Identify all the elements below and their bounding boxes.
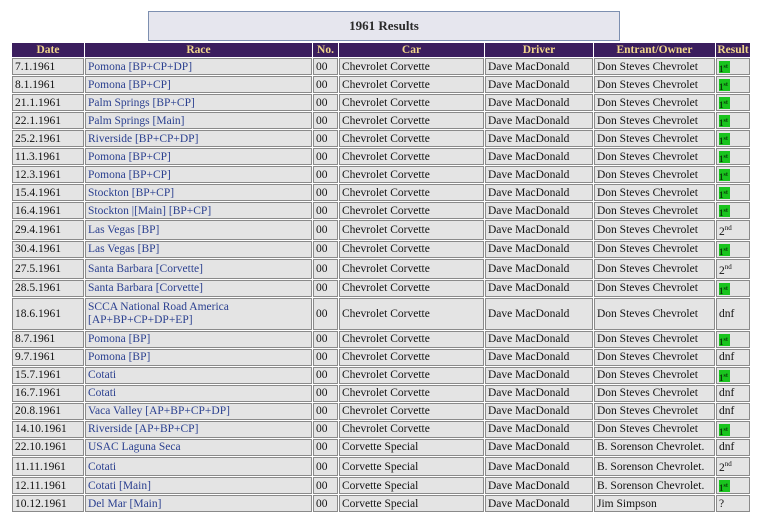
race-link[interactable]: Pomona [BP+CP+DP] (85, 58, 312, 75)
number-cell: 00 (313, 421, 338, 438)
car-cell: Chevrolet Corvette (339, 367, 484, 384)
date-cell: 12.3.1961 (12, 166, 84, 183)
race-link[interactable]: USAC Laguna Seca (85, 439, 312, 456)
date-cell: 11.11.1961 (12, 457, 84, 477)
number-cell: 00 (313, 130, 338, 147)
table-row (12, 298, 750, 330)
driver-cell: Dave MacDonald (485, 477, 593, 494)
driver-cell: Dave MacDonald (485, 220, 593, 240)
result-cell (716, 112, 750, 129)
table-row (12, 367, 750, 384)
table-row (12, 76, 750, 93)
car-cell: Chevrolet Corvette (339, 202, 484, 219)
entrant-cell: B. Sorenson Chevrolet. (594, 439, 715, 456)
car-cell: Chevrolet Corvette (339, 259, 484, 279)
results-table (11, 42, 751, 513)
race-link[interactable]: Pomona [BP+CP] (85, 166, 312, 183)
date-cell: 16.7.1961 (12, 385, 84, 402)
race-link[interactable]: Santa Barbara [Corvette] (85, 259, 312, 279)
driver-cell: Dave MacDonald (485, 241, 593, 258)
driver-cell: Dave MacDonald (485, 76, 593, 93)
number-cell: 00 (313, 495, 338, 512)
entrant-cell: Don Steves Chevrolet (594, 331, 715, 348)
result-cell (716, 241, 750, 258)
date-cell: 14.10.1961 (12, 421, 84, 438)
column-header-race: Race (85, 43, 312, 57)
car-cell: Chevrolet Corvette (339, 280, 484, 297)
entrant-cell: Jim Simpson (594, 495, 715, 512)
column-header-date: Date (12, 43, 84, 57)
driver-cell: Dave MacDonald (485, 439, 593, 456)
race-link[interactable]: Riverside [BP+CP+DP] (85, 130, 312, 147)
result-cell (716, 298, 750, 330)
date-cell: 11.3.1961 (12, 148, 84, 165)
number-cell: 00 (313, 148, 338, 165)
entrant-cell: Don Steves Chevrolet (594, 349, 715, 366)
table-row (12, 166, 750, 183)
number-cell: 00 (313, 403, 338, 420)
driver-cell: Dave MacDonald (485, 280, 593, 297)
first-place-badge-icon: 1st (719, 115, 730, 127)
result-text: ? (719, 497, 725, 510)
table-row (12, 259, 750, 279)
result-cell (716, 166, 750, 183)
result-text: 2nd (719, 460, 732, 475)
first-place-badge-icon: 1st (719, 61, 730, 73)
race-link[interactable]: SCCA National Road America [AP+BP+CP+DP+EP] (85, 298, 312, 330)
first-place-badge-icon: 1st (719, 424, 730, 436)
driver-cell: Dave MacDonald (485, 457, 593, 477)
result-cell (716, 457, 750, 477)
entrant-cell: B. Sorenson Chevrolet. (594, 477, 715, 494)
first-place-badge-icon: 1st (719, 187, 730, 199)
result-cell (716, 421, 750, 438)
entrant-cell: Don Steves Chevrolet (594, 184, 715, 201)
car-cell: Chevrolet Corvette (339, 58, 484, 75)
result-cell (716, 367, 750, 384)
car-cell: Chevrolet Corvette (339, 148, 484, 165)
first-place-badge-icon: 1st (719, 151, 730, 163)
table-row (12, 112, 750, 129)
entrant-cell: Don Steves Chevrolet (594, 94, 715, 111)
table-row (12, 241, 750, 258)
entrant-cell: Don Steves Chevrolet (594, 385, 715, 402)
date-cell: 15.7.1961 (12, 367, 84, 384)
car-cell: Chevrolet Corvette (339, 184, 484, 201)
race-link[interactable]: Las Vegas [BP] (85, 241, 312, 258)
date-cell: 20.8.1961 (12, 403, 84, 420)
column-header-result: Result (717, 44, 749, 56)
date-cell: 27.5.1961 (12, 259, 84, 279)
date-cell: 29.4.1961 (12, 220, 84, 240)
table-row (12, 421, 750, 438)
driver-cell: Dave MacDonald (485, 112, 593, 129)
result-text: dnf (719, 441, 735, 454)
first-place-badge-icon: 1st (719, 283, 730, 295)
driver-cell: Dave MacDonald (485, 58, 593, 75)
entrant-cell: Don Steves Chevrolet (594, 202, 715, 219)
result-cell (716, 220, 750, 240)
table-row (12, 349, 750, 366)
result-cell (716, 477, 750, 494)
result-text: dnf (719, 405, 735, 418)
car-cell: Chevrolet Corvette (339, 112, 484, 129)
car-cell: Chevrolet Corvette (339, 76, 484, 93)
entrant-cell: Don Steves Chevrolet (594, 76, 715, 93)
table-row (12, 495, 750, 512)
driver-cell: Dave MacDonald (485, 148, 593, 165)
header-row (12, 43, 750, 57)
race-link[interactable]: Pomona [BP] (85, 349, 312, 366)
race-link[interactable]: Cotati (85, 385, 312, 402)
number-cell: 00 (313, 202, 338, 219)
date-cell: 30.4.1961 (12, 241, 84, 258)
first-place-badge-icon: 1st (719, 205, 730, 217)
entrant-cell: Don Steves Chevrolet (594, 367, 715, 384)
race-link[interactable]: Palm Springs [Main] (85, 112, 312, 129)
number-cell: 00 (313, 259, 338, 279)
result-cell (716, 331, 750, 348)
result-text: dnf (719, 351, 735, 364)
number-cell: 00 (313, 94, 338, 111)
driver-cell: Dave MacDonald (485, 403, 593, 420)
results-body (12, 58, 750, 512)
page-title: 1961 Results (148, 11, 620, 41)
date-cell: 25.2.1961 (12, 130, 84, 147)
number-cell: 00 (313, 166, 338, 183)
entrant-cell: Don Steves Chevrolet (594, 148, 715, 165)
date-cell: 9.7.1961 (12, 349, 84, 366)
number-cell: 00 (313, 298, 338, 330)
driver-cell: Dave MacDonald (485, 349, 593, 366)
table-row (12, 58, 750, 75)
race-link[interactable]: Del Mar [Main] (85, 495, 312, 512)
date-cell: 22.10.1961 (12, 439, 84, 456)
entrant-cell: Don Steves Chevrolet (594, 220, 715, 240)
date-cell: 12.11.1961 (12, 477, 84, 494)
result-text: dnf (719, 307, 735, 320)
entrant-cell: Don Steves Chevrolet (594, 403, 715, 420)
car-cell: Chevrolet Corvette (339, 421, 484, 438)
result-cell (716, 403, 750, 420)
number-cell: 00 (313, 349, 338, 366)
first-place-badge-icon: 1st (719, 97, 730, 109)
date-cell: 18.6.1961 (12, 298, 84, 330)
driver-cell: Dave MacDonald (485, 166, 593, 183)
date-cell: 28.5.1961 (12, 280, 84, 297)
car-cell: Chevrolet Corvette (339, 130, 484, 147)
number-cell: 00 (313, 367, 338, 384)
number-cell: 00 (313, 477, 338, 494)
number-cell: 00 (313, 331, 338, 348)
driver-cell: Dave MacDonald (485, 421, 593, 438)
result-cell (716, 439, 750, 456)
result-cell (716, 385, 750, 402)
car-cell: Chevrolet Corvette (339, 298, 484, 330)
entrant-cell: Don Steves Chevrolet (594, 259, 715, 279)
table-row (12, 220, 750, 240)
date-cell: 8.1.1961 (12, 76, 84, 93)
entrant-cell: Don Steves Chevrolet (594, 298, 715, 330)
car-cell: Corvette Special (339, 439, 484, 456)
table-row (12, 94, 750, 111)
driver-cell: Dave MacDonald (485, 367, 593, 384)
result-cell (716, 94, 750, 111)
driver-cell: Dave MacDonald (485, 495, 593, 512)
first-place-badge-icon: 1st (719, 370, 730, 382)
date-cell: 10.12.1961 (12, 495, 84, 512)
number-cell: 00 (313, 280, 338, 297)
entrant-cell: B. Sorenson Chevrolet. (594, 457, 715, 477)
table-row (12, 184, 750, 201)
first-place-badge-icon: 1st (719, 169, 730, 181)
table-row (12, 477, 750, 494)
result-cell (716, 495, 750, 512)
result-text: dnf (719, 387, 735, 400)
driver-cell: Dave MacDonald (485, 331, 593, 348)
car-cell: Chevrolet Corvette (339, 220, 484, 240)
date-cell: 16.4.1961 (12, 202, 84, 219)
car-cell: Corvette Special (339, 457, 484, 477)
entrant-cell: Don Steves Chevrolet (594, 58, 715, 75)
table-row (12, 130, 750, 147)
result-cell (716, 130, 750, 147)
car-cell: Chevrolet Corvette (339, 94, 484, 111)
result-cell (716, 259, 750, 279)
date-cell: 21.1.1961 (12, 94, 84, 111)
column-header-no: No. (313, 43, 338, 57)
table-row (12, 148, 750, 165)
first-place-badge-icon: 1st (719, 334, 730, 346)
driver-cell: Dave MacDonald (485, 385, 593, 402)
first-place-badge-icon: 1st (719, 79, 730, 91)
car-cell: Chevrolet Corvette (339, 241, 484, 258)
result-cell (716, 202, 750, 219)
table-row (12, 439, 750, 456)
date-cell: 8.7.1961 (12, 331, 84, 348)
first-place-badge-icon: 1st (719, 133, 730, 145)
race-link[interactable]: Las Vegas [BP] (85, 220, 312, 240)
entrant-cell: Don Steves Chevrolet (594, 166, 715, 183)
race-link[interactable]: Stockton |[Main] [BP+CP] (85, 202, 312, 219)
driver-cell: Dave MacDonald (485, 94, 593, 111)
driver-cell: Dave MacDonald (485, 202, 593, 219)
number-cell: 00 (313, 385, 338, 402)
table-row (12, 331, 750, 348)
driver-cell: Dave MacDonald (485, 130, 593, 147)
race-link[interactable]: Pomona [BP+CP] (85, 148, 312, 165)
date-cell: 22.1.1961 (12, 112, 84, 129)
date-cell: 15.4.1961 (12, 184, 84, 201)
race-link[interactable]: Stockton [BP+CP] (85, 184, 312, 201)
car-cell: Corvette Special (339, 495, 484, 512)
race-link[interactable]: Cotati (85, 367, 312, 384)
car-cell: Chevrolet Corvette (339, 331, 484, 348)
race-link[interactable]: Palm Springs [BP+CP] (85, 94, 312, 111)
result-cell (716, 184, 750, 201)
table-row (12, 403, 750, 420)
car-cell: Chevrolet Corvette (339, 403, 484, 420)
race-link[interactable]: Cotati [Main] (85, 477, 312, 494)
entrant-cell: Don Steves Chevrolet (594, 130, 715, 147)
table-row (12, 280, 750, 297)
entrant-cell: Don Steves Chevrolet (594, 421, 715, 438)
driver-cell: Dave MacDonald (485, 259, 593, 279)
result-text: 2nd (719, 224, 732, 238)
table-row (12, 202, 750, 219)
car-cell: Corvette Special (339, 477, 484, 494)
race-link[interactable]: Vaca Valley [AP+BP+CP+DP] (85, 403, 312, 420)
race-link[interactable]: Pomona [BP+CP] (85, 76, 312, 93)
result-text: 2nd (719, 262, 732, 277)
number-cell: 00 (313, 58, 338, 75)
number-cell: 00 (313, 439, 338, 456)
race-link[interactable]: Santa Barbara [Corvette] (85, 280, 312, 297)
car-cell: Chevrolet Corvette (339, 349, 484, 366)
result-cell (716, 58, 750, 75)
entrant-cell: Don Steves Chevrolet (594, 112, 715, 129)
column-header-driver: Driver (485, 43, 593, 57)
entrant-cell: Don Steves Chevrolet (594, 280, 715, 297)
number-cell: 00 (313, 241, 338, 258)
first-place-badge-icon: 1st (719, 480, 730, 492)
column-header-car: Car (339, 43, 484, 57)
result-cell (716, 148, 750, 165)
driver-cell: Dave MacDonald (485, 184, 593, 201)
table-row (12, 457, 750, 477)
first-place-badge-icon: 1st (719, 244, 730, 256)
column-header-entrant: Entrant/Owner (594, 43, 715, 57)
result-cell (716, 76, 750, 93)
race-link[interactable]: Cotati (85, 457, 312, 477)
number-cell: 00 (313, 112, 338, 129)
result-cell (716, 349, 750, 366)
car-cell: Chevrolet Corvette (339, 385, 484, 402)
race-link[interactable]: Riverside [AP+BP+CP] (85, 421, 312, 438)
driver-cell: Dave MacDonald (485, 298, 593, 330)
date-cell: 7.1.1961 (12, 58, 84, 75)
table-row (12, 385, 750, 402)
number-cell: 00 (313, 220, 338, 240)
car-cell: Chevrolet Corvette (339, 166, 484, 183)
number-cell: 00 (313, 76, 338, 93)
number-cell: 00 (313, 184, 338, 201)
number-cell: 00 (313, 457, 338, 477)
race-link[interactable]: Pomona [BP] (85, 331, 312, 348)
entrant-cell: Don Steves Chevrolet (594, 241, 715, 258)
result-cell (716, 280, 750, 297)
